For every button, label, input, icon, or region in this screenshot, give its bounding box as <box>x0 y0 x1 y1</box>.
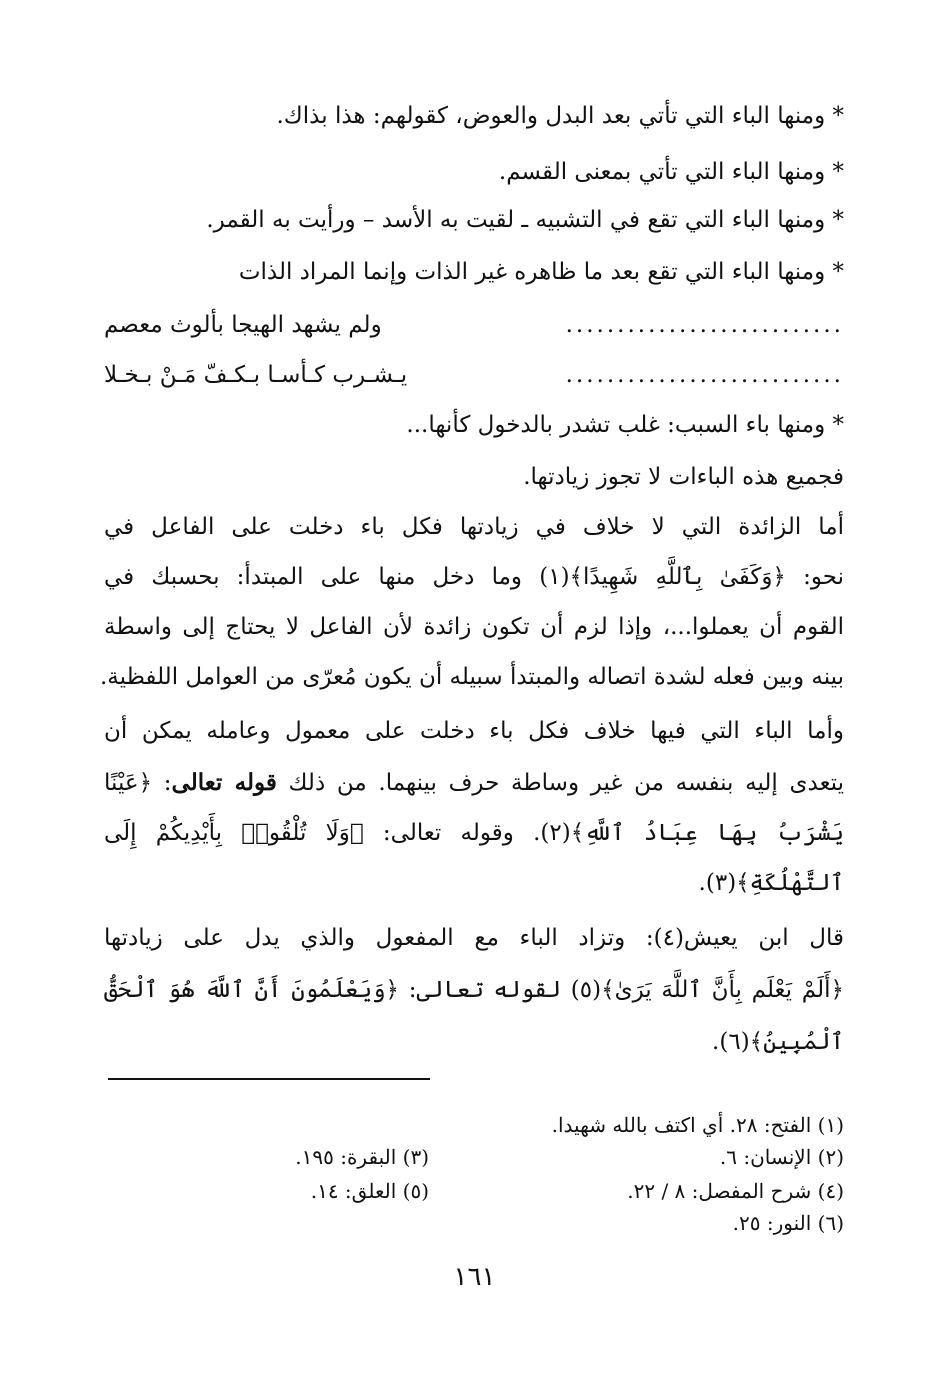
verse-dots: ........................... <box>565 362 844 388</box>
footnote-1: (١) الفتح: ٢٨. أي اكتف بالله شهيدا. <box>551 1113 844 1137</box>
paragraph-1-line-4: بينه وبين فعله لشدة اتصاله والمبتدأ سبيله أن يكون مُعرّى من العوامل اللفظية. <box>99 664 844 690</box>
paragraph-1-line-2: نحو: ﴿وَكَفَىٰ بِٱللَّهِ شَهِيدًا﴾(١) وما دخل منها على المبتدأ: بحسبك في <box>104 564 844 590</box>
footnote-2: (٢) الإنسان: ٦. <box>719 1145 844 1169</box>
footnote-3: (٣) البقرة: ١٩٥. <box>295 1145 429 1169</box>
poetry-verse-2 <box>104 355 844 395</box>
footnote-5: (٥) العلق: ١٤. <box>310 1179 429 1203</box>
bullet-line-1: * ومنها الباء التي تأتي بعد البدل والعوض، كقولهم: هذا بذاك. <box>276 103 844 129</box>
bold-phrase: قوله تعالى <box>171 769 277 796</box>
text-run: : ﴿عَيْنًا <box>104 770 172 796</box>
footnote-separator <box>108 1078 430 1080</box>
poetry-verse-1 <box>104 305 844 345</box>
paragraph-3-line-2: ﴿أَلَمْ يَعْلَم بِأَنَّ ٱللَّهَ يَرَىٰ﴾(٥) لقوله تعالى: ﴿وَيَعْلَمُونَ أَنَّ ٱللَّهَ هُوَ ٱلْحَقُّ <box>104 977 844 1003</box>
paragraph-3-line-3: ٱلْمُبِينُ﴾(٦). <box>712 1029 844 1055</box>
paragraph-2-line-2 <box>104 763 844 803</box>
summary-line: فجميع هذه الباءات لا تجوز زيادتها. <box>523 464 844 490</box>
paragraph-2-line-3: يَشْرَبُ بِهَا عِبَادُ ٱللَّهِ﴾(٢). وقوله تعالى: ﴿وَلَا تُلْقُوا۟ بِأَيْدِيكُمْ إِلَى <box>104 820 845 846</box>
bullet-line-2: * ومنها الباء التي تأتي بمعنى القسم. <box>498 159 844 185</box>
paragraph-1-line-3: القوم أن يعملوا...، وإذا لزم أن تكون زائدة لأن الفاعل لا يحتاج إلى واسطة <box>104 614 844 640</box>
bullet-line-3: * ومنها الباء التي تقع في التشبيه ـ لقيت به الأسد – ورأيت به القمر. <box>206 207 844 233</box>
footnote-4: (٤) شرح المفصل: ٨ / ٢٢. <box>627 1179 844 1203</box>
text-run: يتعدى إليه بنفسه من غير وساطة حرف بينهما. من ذلك <box>288 770 845 796</box>
verse-hemistich: ولم يشهد الهيجا بألوث معصم <box>104 312 382 338</box>
paragraph-2-line-4: ٱلتَّهْلُكَةِ﴾(٣). <box>698 870 844 896</box>
paragraph-3-line-1: قال ابن يعيش(٤): وتزاد الباء مع المفعول والذي يدل على زيادتها <box>104 925 844 951</box>
verse-hemistich: يـشـرب كـأسـا بـكـفّ مَـنْ بـخـلا <box>104 362 408 388</box>
paragraph-1-line-1: أما الزائدة التي لا خلاف في زيادتها فكل باء دخلت على الفاعل في <box>104 514 844 540</box>
footnote-6: (٦) النور: ٢٥. <box>732 1211 844 1235</box>
paragraph-2-line-1: وأما الباء التي فيها خلاف فكل باء دخلت على معمول وعامله يمكن أن <box>104 718 844 744</box>
bullet-line-5: * ومنها باء السبب: غلب تشدر بالدخول كأنها... <box>406 412 844 438</box>
verse-dots: ........................... <box>565 312 844 338</box>
page-number: ١٦١ <box>453 1262 496 1292</box>
bullet-line-4: * ومنها الباء التي تقع بعد ما ظاهره غير الذات وإنما المراد الذات <box>238 259 844 285</box>
